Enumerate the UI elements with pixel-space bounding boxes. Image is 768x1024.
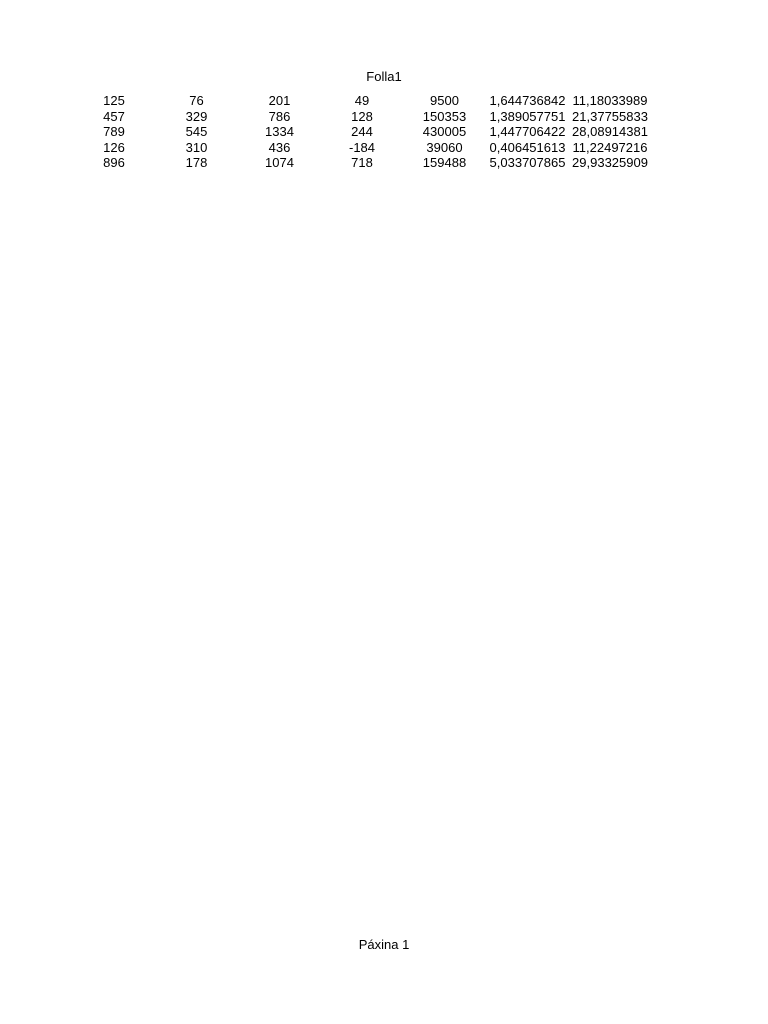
table-row <box>73 93 651 109</box>
table-cell: 9500 <box>430 93 459 108</box>
table-cell: 436 <box>268 139 291 155</box>
table-cell: 457 <box>103 108 125 124</box>
table-cell: 178 <box>185 155 208 171</box>
table-cell: 1,644736842 <box>489 93 566 108</box>
table-cell: 128 <box>351 108 373 124</box>
table-cell: 896 <box>103 155 125 171</box>
table-cell: 21,37755833 <box>572 108 648 124</box>
table-cell: 1074 <box>265 155 294 171</box>
table-cell: 29,93325909 <box>572 155 648 171</box>
table-cell: 126 <box>103 139 125 155</box>
table-cell: 718 <box>351 155 373 171</box>
table-row <box>73 124 651 140</box>
table-cell: 76 <box>189 93 204 108</box>
table-cell: 28,08914381 <box>572 124 648 140</box>
table-cell: 159488 <box>422 155 467 171</box>
table-cell: 244 <box>351 124 373 140</box>
table-cell: 786 <box>268 108 291 124</box>
table-row <box>73 140 651 156</box>
table-cell: 5,033707865 <box>489 155 566 171</box>
sheet-title: Folla1 <box>366 69 402 84</box>
table-cell: 1,447706422 <box>489 124 566 140</box>
table-row <box>73 155 651 171</box>
table-cell: 0,406451613 <box>489 139 566 155</box>
table-cell: 39060 <box>426 139 463 155</box>
table-cell: 1,389057751 <box>489 108 566 124</box>
table-cell: 545 <box>185 124 208 140</box>
table-cell: 125 <box>103 93 125 108</box>
table-cell: 430005 <box>422 124 467 140</box>
table-cell: 49 <box>354 93 370 108</box>
data-table <box>73 93 651 171</box>
table-cell: 1334 <box>265 124 294 140</box>
table-row <box>73 109 651 125</box>
table-cell: 150353 <box>422 108 467 124</box>
table-cell: 11,22497216 <box>572 139 648 155</box>
table-cell: 789 <box>103 124 125 140</box>
table-cell: 11,18033989 <box>572 93 648 108</box>
page-number: Páxina 1 <box>358 937 410 952</box>
table-cell: 329 <box>185 108 208 124</box>
table-cell: -184 <box>348 139 376 155</box>
table-cell: 201 <box>268 93 291 108</box>
table-cell: 310 <box>185 139 208 155</box>
